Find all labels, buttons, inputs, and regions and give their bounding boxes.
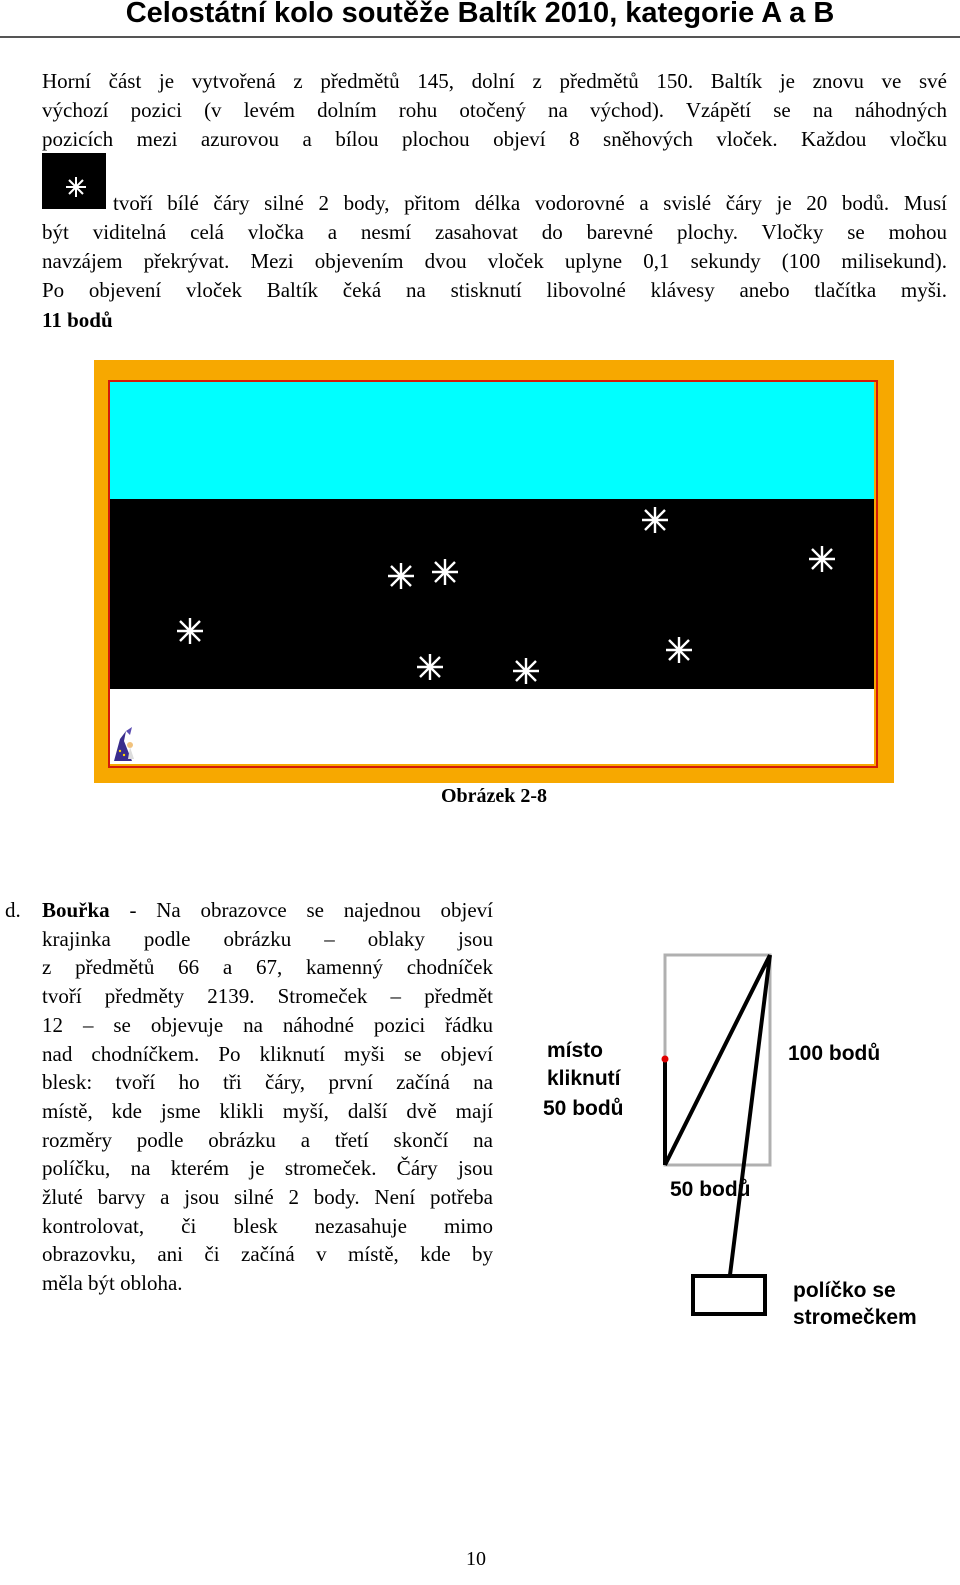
page-header [0,0,960,38]
page-number: 10 [466,1548,486,1570]
label-tree-1: políčko se [793,1279,896,1302]
header-title: Celostátní kolo soutěže Baltík 2010, kategorie A a B [125,0,835,29]
section-d-line: žluté barvy a jsou silné 2 body. Není potřeba [42,1185,493,1210]
snowflake-icon [642,507,668,533]
section-d-line: blesk: tvoří ho tři čáry, první začíná na [42,1070,493,1095]
figure-1-caption: Obrázek 2-8 [440,785,548,807]
intro-line-6: navzájem překrývat. Mezi objevením dvou vloček uplyne 0,1 sekundy (100 milisekund). [42,249,947,273]
label-click-1: místo [547,1039,604,1062]
label-height: 100 bodů [788,1042,881,1065]
sky-area [110,382,874,499]
section-d-line: tvoří předměty 2139. Stromeček – předmět [42,984,493,1009]
tree-cell-box [693,1276,765,1314]
section-d-line: rozměry podle obrázku a třetí skončí na [42,1127,493,1152]
section-d-line: krajinka podle obrázku – oblaky jsou [42,926,493,951]
lightning-line-2 [665,955,770,1165]
section-d-line: měla být obloha. [42,1271,183,1296]
section-d-line: obrazovku, ani či začíná v místě, kde by [42,1242,493,1267]
section-d-title: Bouřka [42,898,110,922]
snowflake-icon [388,563,414,589]
snowflake-icon [809,546,835,572]
intro-points: 11 bodů [42,308,113,332]
section-d-line: 12 – se objevuje na náhodné pozici řádku [42,1012,493,1037]
section-d-text [42,896,493,1298]
figure-baltik-canvas [110,382,874,764]
snowflake-icon [666,637,692,663]
label-width: 50 bodů [670,1178,751,1201]
label-click-3: 50 bodů [543,1097,624,1120]
section-d-label: d. [5,898,21,922]
snowflake-icon [417,654,443,680]
section-d-line-1: Bouřka - Na obrazovce se najednou objeví [42,898,493,922]
lightning-line-3 [730,955,770,1275]
section-d-line: nad chodníčkem. Po kliknutí myši se objeví [42,1041,493,1066]
section-d-line: kontrolovat, či blesk nezasahuje mimo [42,1213,493,1238]
intro-line-2: výchozí pozici (v levém dolním rohu otočený na východ). Vzápětí se na náhodných [42,98,947,122]
snowflake-sample-image [42,153,106,209]
snowflake-icon [432,559,458,585]
intro-line-5: být viditelná celá vločka a nesmí zasahovat do barevné plochy. Vločky se mohou [42,220,947,244]
snowflake-icon [513,658,539,684]
intro-line-4: tvoří bílé čáry silné 2 body, přitom délka vodorovné a svislé čáry je 20 bodů. Musí [113,191,947,215]
figure-baltik-screen [94,360,894,783]
night-area [110,499,874,689]
lightning-diagram [540,940,950,1340]
intro-line-3: pozicích mezi azurovou a bílou plochou objeví 8 sněhových vloček. Každou vločku [42,127,947,151]
section-d-line: políčku, na kterém je stromeček. Čáry jsou [42,1156,493,1181]
snowflake-icon [177,618,203,644]
snowflake-icon [66,177,86,197]
label-click-2: kliknutí [547,1067,621,1090]
click-point-marker [662,1056,669,1063]
intro-line-1: Horní část je vytvořená z předmětů 145, dolní z předmětů 150. Baltík je znovu ve své [42,69,947,93]
label-tree-2: stromečkem [793,1306,917,1329]
section-d-line: z předmětů 66 a 67, kamenný chodníček [42,955,493,980]
intro-line-7: Po objevení vloček Baltík čeká na stisknutí libovolné klávesy anebo tlačítka myši. [42,278,947,302]
ground-area [110,689,874,764]
section-d-line: místě, kde jsme klikli myší, další dvě mají [42,1098,493,1123]
